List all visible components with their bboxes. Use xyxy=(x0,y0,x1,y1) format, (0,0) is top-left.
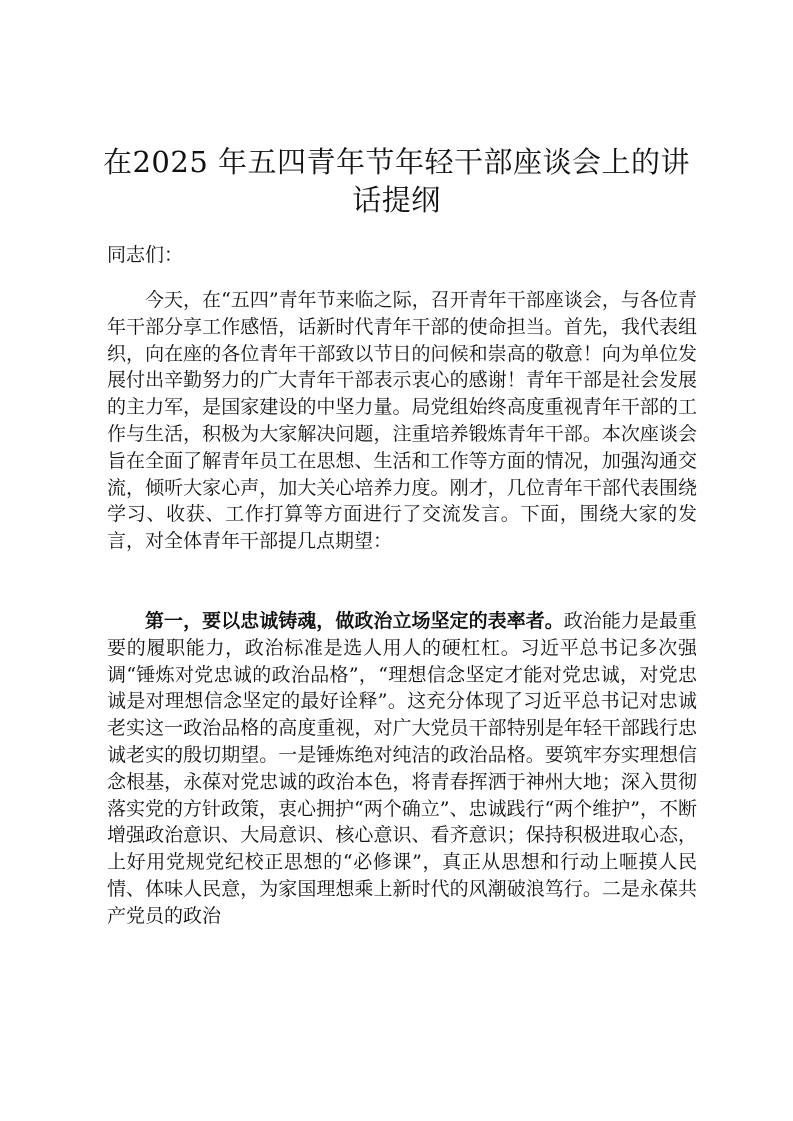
paragraph-text: 政治能力是最重要的履职能力，政治标准是选人用人的硬杠杠。习近平总书记多次强调“锤炼对党忠诚的政治品格”，“理想信念坚定才能对党忠诚，对党忠诚是对理想信念坚定的最好诠释”。这充分体现了习近平总书记对忠诚老实这一政治品格的高度重视，对广大党员干部特别是年轻干部践行忠诚老实的殷切期望。一是锤炼绝对纯洁的政治品格。要筑牢夯实理想信念根基，永葆对党忠诚的政治本色，将青春挥洒于神州大地；深入贯彻落实党的方针政策，衷心拥护“两个确立”、忠诚践行“两个维护”，不断增强政治意识、大局意识、核心意识、看齐意识；保持积极进取心态，上好用党规党纪校正思想的“必修课”，真正从思想和行动上咂摸人民情、体味人民意，为家国理想乘上新时代的风潮破浪笃行。二是永葆共产党员的政治 xyxy=(107,610,697,927)
paragraph-lead-heading: 第一，要以忠诚铸魂，做政治立场坚定的表率者。 xyxy=(145,610,564,632)
paragraph-first-point xyxy=(107,608,697,930)
document-title: 在2025 年五四青年节年轻干部座谈会上的讲话提纲 xyxy=(102,145,691,217)
paragraph-opening xyxy=(107,287,697,555)
salutation: 同志们： xyxy=(107,244,184,266)
paragraph-text: 今天，在“五四”青年节来临之际，召开青年干部座谈会，与各位青年干部分享工作感悟，话新时代青年干部的使命担当。首先，我代表组织，向在座的各位青年干部致以节日的问候和崇高的敬意！向为单位发展付出辛勤努力的广大青年干部表示衷心的感谢！青年干部是社会发展的主力军，是国家建设的中坚力量。局党组始终高度重视青年干部的工作与生活，积极为大家解决问题，注重培养锻炼青年干部。本次座谈会旨在全面了解青年员工在思想、生活和工作等方面的情况，加强沟通交流，倾听大家心声，加大关心培养力度。刚才，几位青年干部代表围绕学习、收获、工作打算等方面进行了交流发言。下面，围绕大家的发言，对全体青年干部提几点期望： xyxy=(107,289,697,553)
